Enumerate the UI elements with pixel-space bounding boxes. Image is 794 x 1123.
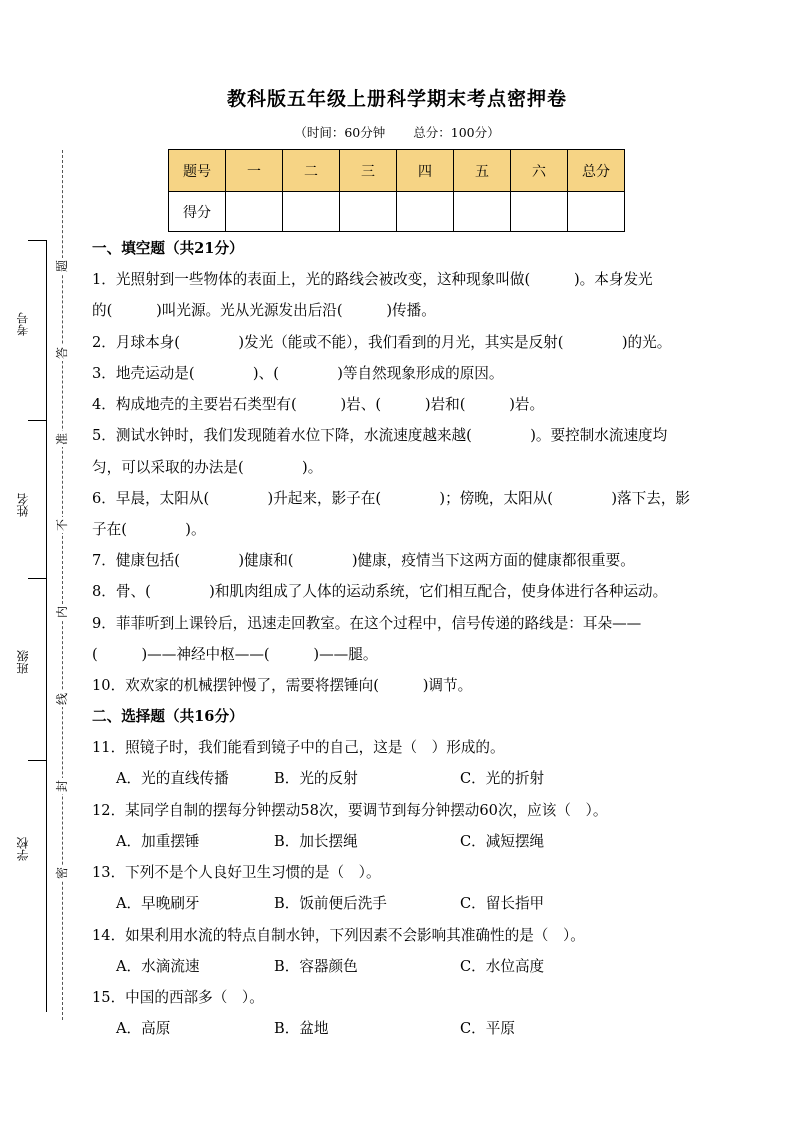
score-table-header-cell: 六 [511,150,568,192]
side-label-name: 姓名 [16,493,30,517]
exam-info [0,123,794,141]
score-cell[interactable] [454,192,511,232]
score-table-header-cell: 二 [283,150,340,192]
choice-option-c[interactable]: C．减短摆绳 [460,833,545,850]
score-table-header-row [169,150,625,192]
exam-total-score: 总分：100分） [413,125,500,140]
side-blank-name[interactable] [28,420,46,421]
fill-question-line: 8．骨、( )和肌肉组成了人体的运动系统，它们相互配合，使身体进行各种运动。 [92,583,668,600]
choice-option-a[interactable]: A．早晚刷牙 [116,895,200,912]
side-blank-exam-no[interactable] [28,240,46,241]
side-label-class: 班级 [16,650,30,674]
side-label-exam-no: 考号 [16,312,30,336]
side-char: 内 [55,606,69,619]
fill-question-line: 1．光照射到一些物体的表面上，光的路线会被改变，这种现象叫做( )。本身发光 [92,271,653,288]
choice-option-a[interactable]: A．加重摆锤 [116,833,200,850]
score-table-header-cell: 总分 [568,150,625,192]
score-table-header-cell: 四 [397,150,454,192]
choice-option-b[interactable]: B．容器颜色 [274,958,358,975]
score-table-score-row [169,192,625,232]
fill-question-line: 5．测试水钟时，我们发现随着水位下降，水流速度越来越( )。要控制水流速度均 [92,427,668,444]
fill-question-line: 7．健康包括( )健康和( )健康，疫情当下这两方面的健康都很重要。 [92,552,635,569]
score-cell[interactable] [511,192,568,232]
side-blank-class[interactable] [28,578,46,579]
fill-question-line: 10．欢欢家的机械摆钟慢了，需要将摆锤向( )调节。 [92,677,473,694]
choice-option-b[interactable]: B．饭前便后洗手 [274,895,387,912]
score-table-header-cell: 三 [340,150,397,192]
score-table [168,149,625,232]
section-heading-choice: 二、选择题（共16分） [92,708,244,725]
side-char: 答 [55,347,69,360]
choice-option-c[interactable]: C．水位高度 [460,958,545,975]
fill-question-line: 6．早晨，太阳从( )升起来，影子在( )；傍晚，太阳从( )落下去，影 [92,490,691,507]
score-cell[interactable] [568,192,625,232]
score-table-header-cell: 一 [226,150,283,192]
binding-solid-line [46,240,47,1012]
fill-question-line: 的( )叫光源。光从光源发出后沿( )传播。 [92,302,436,319]
score-row-label: 得分 [169,192,226,232]
section-heading-fill: 一、填空题（共21分） [92,240,244,257]
page-title: 教科版五年级上册科学期末考点密押卷 [226,88,567,110]
choice-question: 11．照镜子时，我们能看到镜子中的自己，这是（ ）形成的。 [92,739,505,756]
side-blank-school[interactable] [28,760,46,761]
fill-question-line: 9．菲菲听到上课铃后，迅速走回教室。在这个过程中，信号传递的路线是：耳朵—— [92,615,642,632]
choice-option-a[interactable]: A．高原 [116,1020,171,1037]
choice-option-c[interactable]: C．留长指甲 [460,895,545,912]
choice-option-a[interactable]: A．光的直线传播 [116,770,229,787]
choice-option-c[interactable]: C．平原 [460,1020,515,1037]
score-cell[interactable] [283,192,340,232]
fill-question-line: 匀，可以采取的办法是( )。 [92,459,323,476]
fill-question-line: 3．地壳运动是( )、( )等自然现象形成的原因。 [92,365,504,382]
choice-option-a[interactable]: A．水滴流速 [116,958,200,975]
choice-option-b[interactable]: B．盆地 [274,1020,329,1037]
side-label-school: 学校 [16,837,30,861]
score-cell[interactable] [397,192,454,232]
fill-question-line: 2．月球本身( )发光（能或不能），我们看到的月光，其实是反射( )的光。 [92,334,672,351]
choice-question: 13．下列不是个人良好卫生习惯的是（ ）。 [92,864,381,881]
side-char: 不 [55,519,69,532]
binding-dashed-line [62,150,63,1020]
side-char: 封 [55,780,69,793]
choice-option-c[interactable]: C．光的折射 [460,770,545,787]
score-table-header-cell: 五 [454,150,511,192]
choice-question: 14．如果利用水流的特点自制水钟，下列因素不会影响其准确性的是（ ）。 [92,927,585,944]
score-cell[interactable] [340,192,397,232]
side-char: 准 [55,433,69,446]
side-char: 线 [55,693,69,706]
score-table-header-cell: 题号 [169,150,226,192]
choice-option-b[interactable]: B．光的反射 [274,770,358,787]
exam-time: （时间：60分钟 [294,125,386,140]
fill-question-line: 4．构成地壳的主要岩石类型有( )岩、( )岩和( )岩。 [92,396,545,413]
choice-question: 15．中国的西部多（ ）。 [92,989,264,1006]
side-char: 密 [55,867,69,880]
fill-question-line: ( )——神经中枢——( )——腿。 [92,646,378,663]
score-cell[interactable] [226,192,283,232]
side-char: 题 [55,260,69,273]
choice-question: 12．某同学自制的摆每分钟摆动58次，要调节到每分钟摆动60次，应该（ ）。 [92,802,608,819]
choice-option-b[interactable]: B．加长摆绳 [274,833,358,850]
fill-question-line: 子在( )。 [92,521,206,538]
